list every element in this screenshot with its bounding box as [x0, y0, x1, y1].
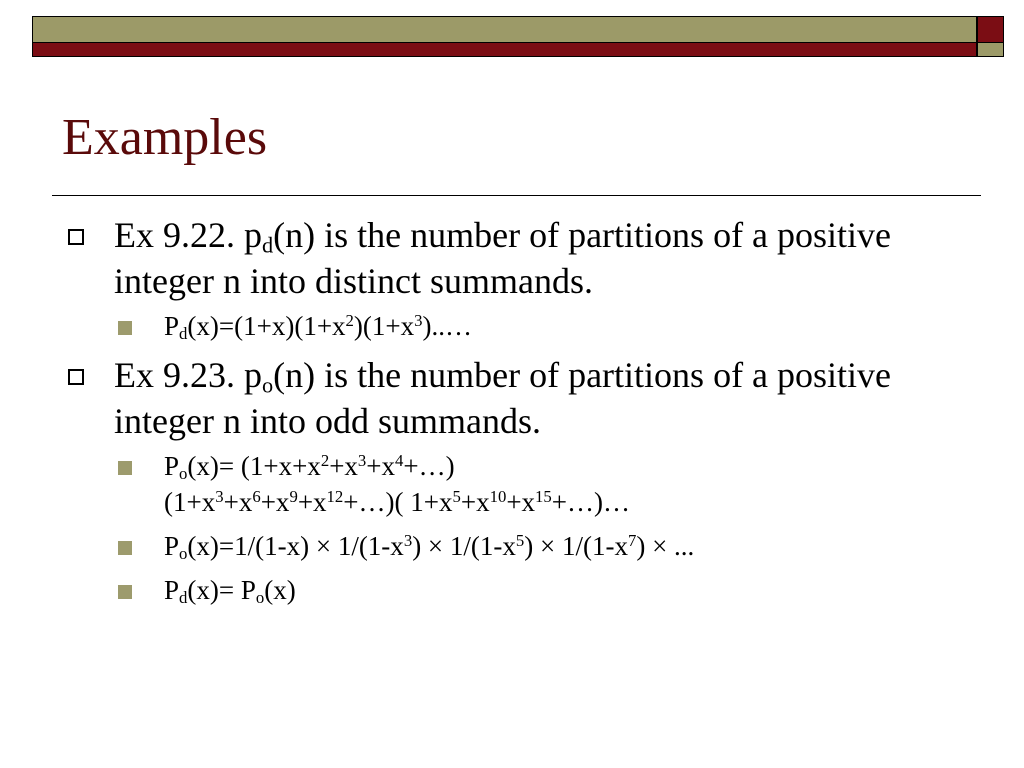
bullet-item-ex-9-23 [114, 352, 964, 444]
sub-bullet-pd-generating-function [164, 308, 964, 344]
filled-square-icon [118, 461, 132, 475]
sub-bullet-pd-equals-po [164, 572, 964, 608]
sub-item-line-2 [164, 484, 964, 520]
superscript: 10 [489, 486, 507, 506]
subscript: d [179, 588, 188, 608]
hollow-square-icon [68, 369, 84, 385]
text-segment: ) × 1/(1-x [524, 531, 628, 561]
text-segment: P [164, 311, 180, 341]
bullet-item-ex-9-22 [114, 212, 964, 304]
text-segment: P [164, 575, 180, 605]
top-banner-maroon-bar [32, 43, 977, 57]
item-text [114, 355, 891, 441]
text-segment: +x [366, 451, 396, 481]
text-segment: (x)= (1+x+x [187, 451, 321, 481]
text-segment: +…)… [551, 487, 630, 517]
text-segment: P [164, 531, 180, 561]
superscript: 3 [215, 486, 224, 506]
text-segment: (n) is the number of partitions of a positive integer n into odd summands. [114, 355, 892, 441]
superscript: 15 [535, 486, 552, 506]
text-segment: (x)= P [187, 575, 256, 605]
sub-bullet-po-reciprocal-product [164, 528, 964, 564]
sub-item-text [164, 530, 695, 564]
sub-item-text [164, 310, 473, 344]
superscript: 3 [357, 450, 367, 470]
superscript: 2 [320, 450, 330, 470]
text-segment: +x [260, 487, 290, 517]
text-segment: +x [460, 487, 490, 517]
text-segment: (n) is the number of partitions of a positive integer n into distinct summands. [114, 215, 892, 301]
superscript: 7 [627, 530, 637, 550]
superscript: 3 [403, 530, 413, 550]
title-divider [52, 195, 981, 196]
superscript: 6 [252, 486, 261, 506]
slide-title: Examples [62, 109, 268, 166]
corner-olive-square [977, 43, 1004, 57]
text-segment: )(1+x [353, 311, 415, 341]
text-segment: ) × 1/(1-x [412, 531, 516, 561]
subscript: o [262, 372, 274, 398]
superscript: 12 [326, 486, 344, 506]
text-segment: +x [223, 487, 253, 517]
slide-content [0, 212, 1024, 616]
superscript: 5 [515, 530, 525, 550]
text-segment: (1+x [164, 487, 216, 517]
top-banner-olive-bar [32, 16, 977, 43]
sub-item-line-1 [164, 448, 964, 484]
text-segment: (x)=1/(1-x) × 1/(1-x [187, 531, 404, 561]
text-segment: Ex 9.22. p [114, 215, 262, 255]
text-segment: ) × ... [636, 531, 695, 561]
text-segment: +x [506, 487, 536, 517]
filled-square-icon [118, 541, 132, 555]
sub-item-text [164, 575, 296, 608]
subscript: o [179, 544, 188, 564]
text-segment: Ex 9.23. p [114, 355, 262, 395]
text-segment: +x [329, 451, 358, 481]
item-text [114, 215, 891, 301]
text-segment: +x [297, 487, 327, 517]
sub-bullet-po-series-product [164, 448, 964, 520]
text-segment: (x) [264, 575, 296, 605]
superscript: 9 [289, 486, 298, 506]
subscript: o [179, 464, 188, 484]
filled-square-icon [118, 321, 132, 335]
subscript: d [262, 232, 274, 258]
subscript: d [179, 324, 188, 344]
superscript: 5 [452, 486, 461, 506]
hollow-square-icon [68, 229, 84, 245]
corner-maroon-square [977, 16, 1004, 43]
text-segment: )..… [422, 311, 473, 341]
subscript: o [255, 588, 265, 608]
superscript: 2 [345, 310, 354, 330]
text-segment: +…) [403, 451, 455, 481]
text-segment: P [164, 451, 180, 481]
text-segment: (x)=(1+x)(1+x [187, 311, 346, 341]
text-segment: +…)( 1+x [343, 487, 453, 517]
superscript: 3 [414, 310, 423, 330]
filled-square-icon [118, 585, 132, 599]
superscript: 4 [395, 450, 404, 470]
